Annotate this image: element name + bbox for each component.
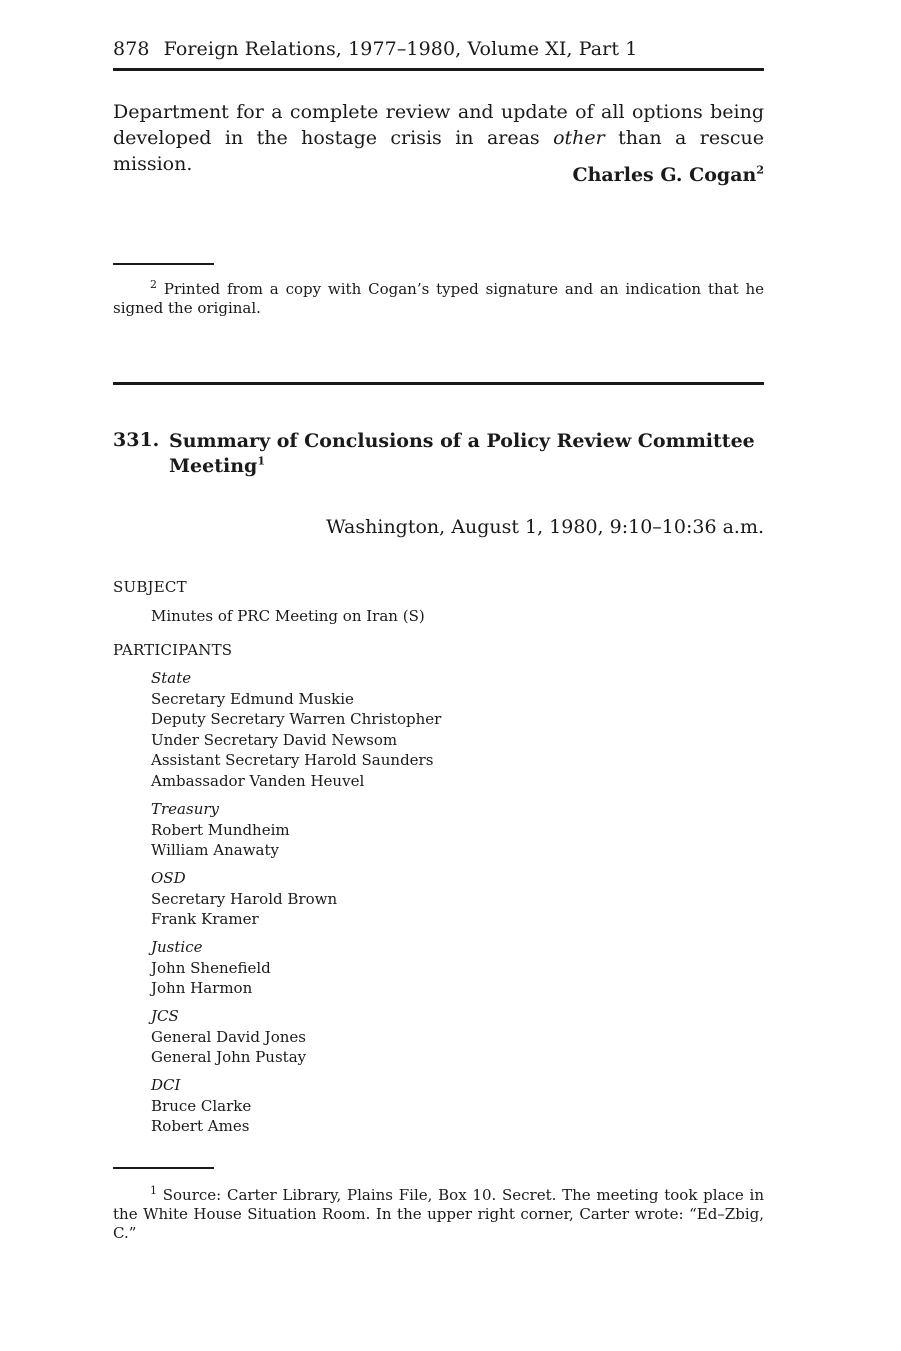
participant-name: John Harmon [151, 979, 253, 997]
footnote-1-mark: 1 [150, 1184, 157, 1197]
participant-name: Deputy Secretary Warren Christopher [151, 710, 442, 728]
footnote-1-text: Source: Carter Library, Plains File, Box 10. Secret. The meeting took place in the White House Situation Room. In the upper right corner, Carter wrote: “Ed–Zbig, C.” [113, 1186, 764, 1242]
participant-name: Secretary Edmund Muskie [151, 689, 354, 708]
participant-name: Ambassador Vanden Heuvel [151, 771, 365, 790]
intro-text: Department for a complete review and update of all options being developed in the hostage crisis in areas [113, 101, 764, 149]
signature-name: Charles G. Cogan [572, 164, 757, 186]
participant-name: General John Pustay [151, 1048, 307, 1066]
participant-name: Secretary Harold Brown [151, 889, 338, 908]
participant-group-state [151, 668, 441, 791]
signature [572, 164, 764, 186]
participant-name: Frank Kramer [151, 910, 259, 928]
participant-name: Bruce Clarke [151, 1096, 252, 1115]
document-number: 331. [113, 429, 160, 451]
page-number: 878 [113, 38, 150, 60]
participant-name: John Shenefield [151, 958, 271, 977]
footnote-rule [113, 1167, 214, 1169]
subject-label: SUBJECT [113, 578, 187, 596]
footnote-rule [113, 263, 214, 265]
footnote-2-text: Printed from a copy with Cogan’s typed signature and an indication that he signed the original. [113, 280, 764, 317]
section-divider [113, 382, 764, 385]
signature-footnote-mark: 2 [756, 163, 764, 177]
intro-text-end: than a rescue mission. [113, 127, 764, 175]
participant-group-justice [151, 937, 271, 999]
footnote-2-mark: 2 [150, 278, 157, 291]
group-heading: DCI [151, 1076, 181, 1094]
participant-name: William Anawaty [151, 841, 279, 859]
subject-text: Minutes of PRC Meeting on Iran (S) [151, 607, 425, 625]
running-head [113, 38, 637, 60]
group-heading: Justice [151, 938, 203, 956]
dateline: Washington, August 1, 1980, 9:10–10:36 a.m. [326, 516, 764, 538]
participant-name: Assistant Secretary Harold Saunders [151, 751, 434, 769]
group-heading: OSD [151, 869, 186, 887]
footnote-1 [113, 1186, 764, 1243]
running-head-title: Foreign Relations, 1977–1980, Volume XI, Part 1 [163, 38, 638, 60]
participant-name: Under Secretary David Newsom [151, 730, 398, 749]
footnote-2 [113, 280, 764, 318]
document-title [169, 429, 764, 479]
group-heading: State [151, 669, 192, 687]
intro-italic: other [553, 127, 605, 149]
participant-group-jcs [151, 1006, 306, 1068]
group-heading: JCS [151, 1007, 179, 1025]
participant-group-treasury [151, 799, 290, 861]
document-footnote-mark: 1 [257, 454, 265, 468]
group-heading: Treasury [151, 800, 219, 818]
header-rule [113, 68, 764, 71]
participant-name: Robert Mundheim [151, 820, 290, 839]
participant-name: General David Jones [151, 1027, 306, 1046]
participant-group-dci [151, 1075, 251, 1137]
document-title-text: Summary of Conclusions of a Policy Review Committee Meeting [169, 430, 755, 477]
participant-group-osd [151, 868, 337, 930]
participants-label: PARTICIPANTS [113, 641, 233, 659]
participant-name: Robert Ames [151, 1117, 250, 1135]
